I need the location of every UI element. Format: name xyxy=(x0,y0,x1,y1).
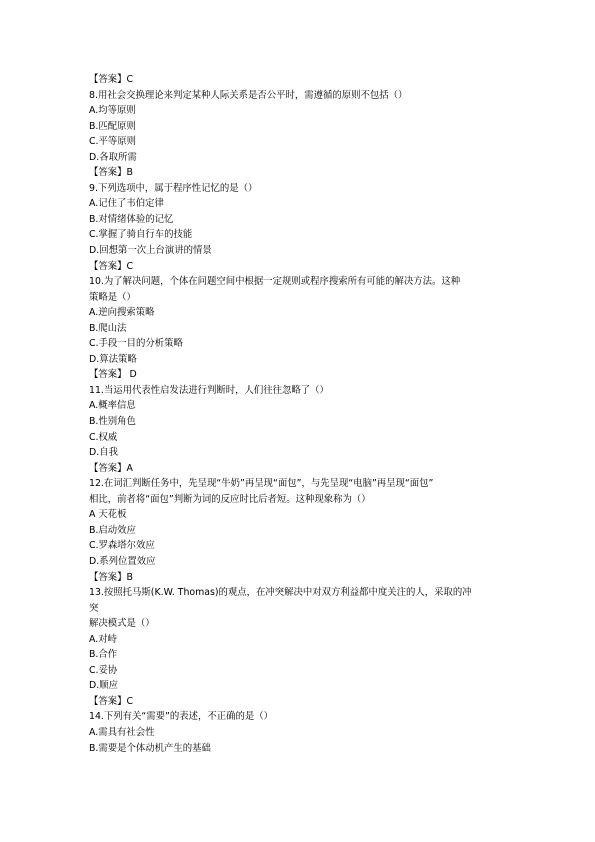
option-line: B.对情绪体验的记忆 xyxy=(89,213,174,225)
option-line: A 天花板 xyxy=(89,509,127,521)
answer-line: 【答案】C xyxy=(89,260,134,272)
option-line: C.权威 xyxy=(89,431,118,443)
question-10-text: 10.为了解决问题，个体在问题空间中根据一定规则或程序搜索所有可能的解决方法。这种 xyxy=(89,276,461,288)
option-line: B.爬山法 xyxy=(89,322,127,334)
answer-line: 【答案】 D xyxy=(89,369,137,381)
answer-line: 【答案】B xyxy=(89,571,133,583)
option-line: A.对峙 xyxy=(89,633,117,645)
option-line: B.启动效应 xyxy=(89,524,136,536)
option-line: D.各取所需 xyxy=(89,151,137,163)
question-14-text: 14.下列有关“需要”的表述，不正确的是（） xyxy=(89,711,273,723)
question-10-text-continued: 策略是（） xyxy=(89,291,136,303)
option-line: C.手段一目的分析策略 xyxy=(89,338,183,350)
option-line: D.算法策略 xyxy=(89,353,137,365)
option-line: D.自我 xyxy=(89,447,118,459)
option-line: B.性别角色 xyxy=(89,416,136,428)
option-line: D.顺应 xyxy=(89,680,118,692)
option-line: B.匹配原则 xyxy=(89,120,136,132)
option-line: B.合作 xyxy=(89,649,118,661)
option-line: A.逆向搜索策略 xyxy=(89,307,155,319)
answer-line: 【答案】C xyxy=(89,695,134,707)
question-13-text-continued: 突 xyxy=(89,602,99,614)
question-12-text: 12.在词汇判断任务中，先呈现“牛奶”再呈现“面包”，与先呈现“电脑”再呈现“面包” xyxy=(89,478,434,490)
option-line: C.妥协 xyxy=(89,664,118,676)
answer-line: 【答案】A xyxy=(89,462,133,474)
option-line: C.掌握了骑自行车的技能 xyxy=(89,229,193,241)
option-line: C.平等原则 xyxy=(89,136,137,148)
question-13-text-continued: 解决模式是（） xyxy=(89,618,155,630)
document-page xyxy=(89,72,519,756)
answer-line: 【答案】B xyxy=(89,167,133,179)
question-11-text: 11.当运用代表性启发法进行判断时，人们往往忽略了（） xyxy=(89,384,329,396)
question-9-text: 9.下列选项中，属于程序性记忆的是（） xyxy=(89,182,258,194)
option-line: A.记住了韦伯定律 xyxy=(89,198,164,210)
option-line: A.需具有社会性 xyxy=(89,726,155,738)
option-line: A.概率信息 xyxy=(89,400,136,412)
option-line: B.需要是个体动机产生的基础 xyxy=(89,742,211,754)
answer-line: 【答案】C xyxy=(89,74,134,85)
option-line: D.系列位置效应 xyxy=(89,555,156,567)
question-13-text: 13.按照托马斯(K.W. Thomas)的观点，在冲突解决中对双方利益都中度关注的人，采取的冲 xyxy=(89,587,472,599)
option-line: A.均等原则 xyxy=(89,105,136,117)
option-line: C.罗森塔尔效应 xyxy=(89,540,155,552)
question-12-text-continued: 相比，前者将“面包”判断为词的反应时比后者短。这种现象称为（） xyxy=(89,493,371,505)
question-8-text: 8.用社会交换理论来判定某种人际关系是否公平时，需遵循的原则不包括（） xyxy=(89,89,408,101)
option-line: D.回想第一次上台演讲的情景 xyxy=(89,245,212,257)
